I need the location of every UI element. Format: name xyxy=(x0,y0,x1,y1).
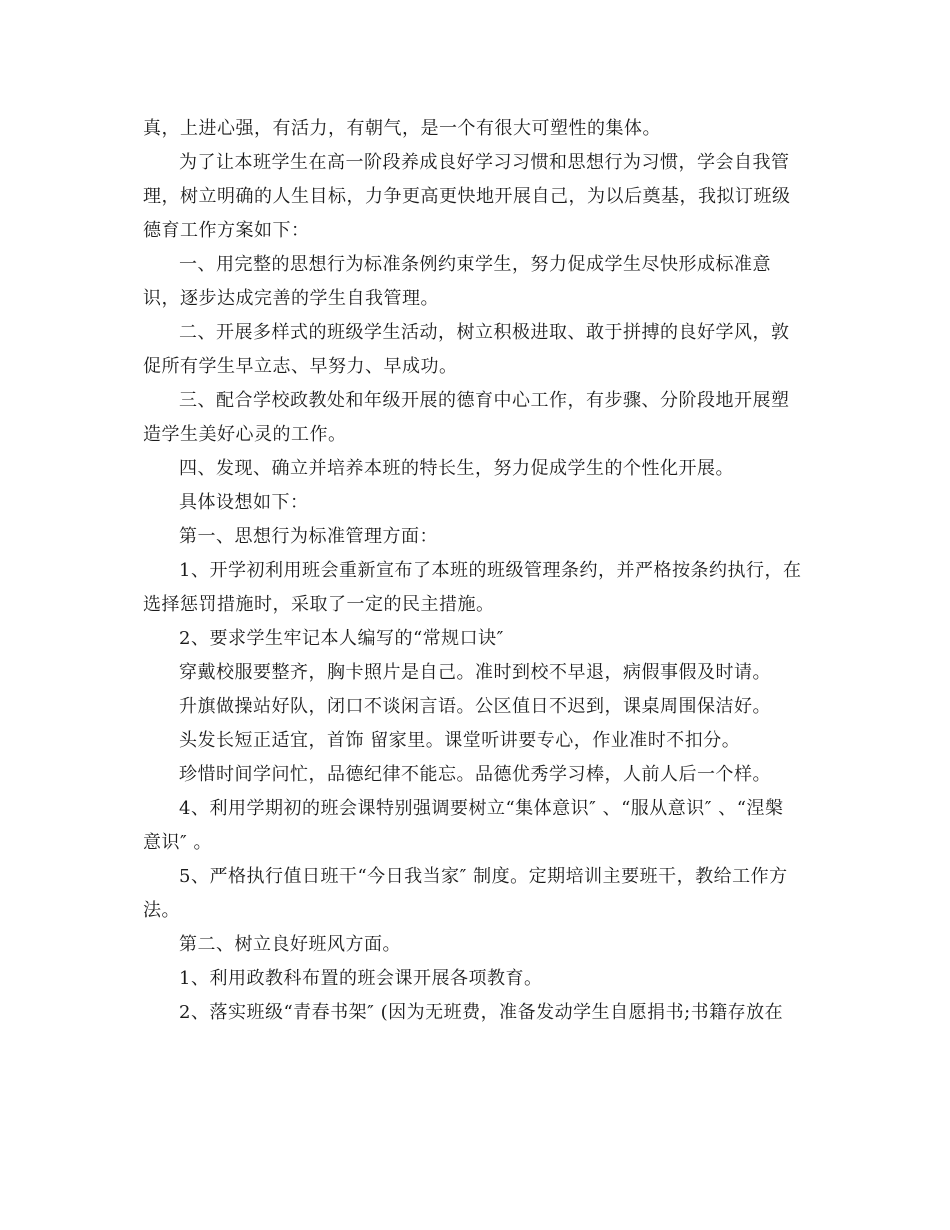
text-line: 2、要求学生牢记本人编写的“常规口诀″ xyxy=(179,628,504,649)
text-line: 第二、树立良好班风方面。 xyxy=(179,934,401,955)
text-line: 选择惩罚措施时，采取了一定的民主措施。 xyxy=(143,594,495,615)
text-line: 真，上进心强，有活力，有朝气，是一个有很大可塑性的集体。 xyxy=(143,118,661,139)
text-line: 5、严格执行值日班干“今日我当家″ 制度。定期培训主要班干，教给工作方 xyxy=(179,866,788,887)
text-line: 一、用完整的思想行为标准条例约束学生，努力促成学生尽快形成标准意 xyxy=(179,254,771,275)
text-line: 穿戴校服要整齐，胸卡照片是自己。准时到校不早退，病假事假及时请。 xyxy=(179,662,771,683)
text-line: 识，逐步达成完善的学生自我管理。 xyxy=(143,288,439,309)
text-line: 理，树立明确的人生目标，力争更高更快地开展自己，为以后奠基，我拟订班级 xyxy=(143,186,791,207)
text-line: 第一、思想行为标准管理方面： xyxy=(179,526,438,547)
text-line: 四、发现、确立并培养本班的特长生，努力促成学生的个性化开展。 xyxy=(179,458,734,479)
text-line: 头发长短正适宜，首饰 留家里。课堂听讲要专心，作业准时不扣分。 xyxy=(179,730,741,751)
text-line: 德育工作方案如下： xyxy=(143,220,310,241)
text-line: 造学生美好心灵的工作。 xyxy=(143,424,347,445)
text-line: 法。 xyxy=(143,900,180,921)
text-line: 2、落实班级“青春书架″ (因为无班费，准备发动学生自愿捐书;书籍存放在 xyxy=(179,1002,784,1023)
text-line: 促所有学生早立志、早努力、早成功。 xyxy=(143,356,458,377)
text-line: 二、开展多样式的班级学生活动，树立积极进取、敢于拼搏的良好学风，敦 xyxy=(179,322,790,343)
text-line: 意识″ 。 xyxy=(143,832,212,853)
text-line: 1、开学初利用班会重新宣布了本班的班级管理条约，并严格按条约执行，在 xyxy=(179,560,802,581)
text-line: 1、利用政教科布置的班会课开展各项教育。 xyxy=(179,968,543,989)
text-line: 三、配合学校政教处和年级开展的德育中心工作，有步骤、分阶段地开展塑 xyxy=(179,390,790,411)
text-line: 具体设想如下： xyxy=(179,492,309,513)
document-body xyxy=(143,112,807,1030)
text-line: 珍惜时间学问忙，品德纪律不能忘。品德优秀学习棒，人前人后一个样。 xyxy=(179,764,771,785)
text-line: 升旗做操站好队，闭口不谈闲言语。公区值日不迟到，课桌周围保洁好。 xyxy=(179,696,771,717)
text-line: 为了让本班学生在高一阶段养成良好学习习惯和思想行为习惯，学会自我管 xyxy=(179,152,790,173)
text-line: 4、利用学期初的班会课特别强调要树立“集体意识″ 、“服从意识″ 、“涅槃 xyxy=(179,798,784,819)
